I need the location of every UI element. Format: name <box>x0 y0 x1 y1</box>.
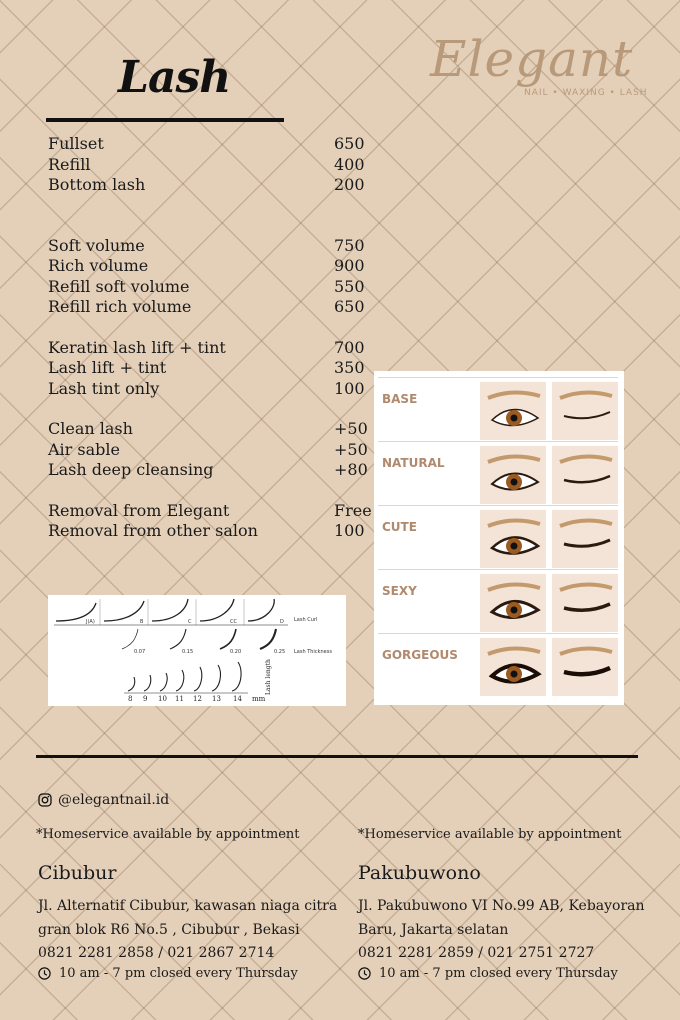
menu-item <box>48 297 368 318</box>
location-city-cibubur: Cibubur <box>38 862 117 884</box>
hours-text: 10 am - 7 pm closed every Thursday <box>59 966 298 981</box>
thickness-label-1: 0.15 <box>182 649 194 655</box>
eye-open-svg <box>480 638 546 696</box>
eye-closed-svg <box>552 574 618 632</box>
thickness-label-2: 0.20 <box>230 649 242 655</box>
item-name: Lash deep cleansing <box>48 460 214 479</box>
eye-open-illustration <box>480 510 546 568</box>
thickness-shapes <box>122 629 276 649</box>
footer-divider <box>36 755 638 758</box>
length-unit: mm <box>252 695 266 703</box>
menu-group-addons <box>48 419 368 481</box>
address-text: Jl. Pakubuwono VI No.99 AB, Kebayoran Baru, Jakarta selatan <box>358 898 645 938</box>
eye-open-illustration <box>480 382 546 440</box>
item-name: Bottom lash <box>48 175 146 194</box>
item-price: 100 <box>334 378 365 398</box>
curl-label-2: C <box>188 619 192 625</box>
curl-title: Lash Curl <box>294 617 318 623</box>
eye-open-svg <box>480 574 546 632</box>
thickness-label-3: 0.25 <box>274 649 286 655</box>
eye-style-label: SEXY <box>382 584 417 598</box>
item-name: Rich volume <box>48 256 149 275</box>
curl-shapes <box>56 599 274 621</box>
item-name: Soft volume <box>48 235 145 255</box>
instagram-icon <box>38 793 52 807</box>
lash-spec-svg <box>48 595 346 706</box>
item-name: Removal from Elegant <box>48 500 230 520</box>
length-label-6: 14 <box>233 695 242 703</box>
menu-item <box>48 155 368 176</box>
menu-item <box>48 500 372 522</box>
eye-style-label: NATURAL <box>382 456 445 470</box>
eye-row-gorgeous <box>378 633 618 696</box>
location-details-cibubur <box>38 895 338 966</box>
title-underline <box>46 118 284 122</box>
logo-script: Elegant <box>430 30 634 88</box>
eye-closed-illustration <box>552 638 618 696</box>
instagram-handle[interactable] <box>38 792 169 808</box>
eye-style-label: GORGEOUS <box>382 648 458 662</box>
opening-hours-pakubuwono <box>358 966 618 981</box>
eye-closed-illustration <box>552 510 618 568</box>
price-list <box>48 134 372 562</box>
thickness-label-0: 0.07 <box>134 649 146 655</box>
item-price: 350 <box>334 358 365 377</box>
eye-style-label: BASE <box>382 392 418 406</box>
menu-group-removal <box>48 500 372 542</box>
menu-item <box>48 236 368 257</box>
phone-text: 0821 2281 2858 / 021 2867 2714 <box>38 945 275 961</box>
item-price: 700 <box>334 337 365 357</box>
eye-closed-svg <box>552 382 618 440</box>
eye-open-svg <box>480 446 546 504</box>
item-name: Keratin lash lift + tint <box>48 337 226 357</box>
item-price: +50 <box>334 439 368 459</box>
length-title: Lash length <box>265 659 272 695</box>
menu-group-classic <box>48 134 368 196</box>
clock-icon <box>358 967 371 980</box>
eye-style-label: CUTE <box>382 520 417 534</box>
item-price: +80 <box>334 460 368 479</box>
item-price: 650 <box>334 134 365 153</box>
instagram-text: @elegantnail.id <box>58 792 170 808</box>
location-city-pakubuwono: Pakubuwono <box>358 862 481 884</box>
menu-item <box>48 521 368 542</box>
spacer <box>48 216 368 236</box>
item-name: Refill <box>48 154 91 174</box>
item-name: Air sable <box>48 439 120 459</box>
menu-item <box>48 440 368 461</box>
item-price: 550 <box>334 276 365 296</box>
eye-open-svg <box>480 510 546 568</box>
item-price: 900 <box>334 256 365 275</box>
item-name: Removal from other salon <box>48 521 258 540</box>
eye-row-cute <box>378 505 618 568</box>
eye-open-illustration <box>480 638 546 696</box>
brand-logo <box>424 30 648 110</box>
eye-style-chart <box>374 371 624 705</box>
clock-icon <box>38 967 51 980</box>
logo-tagline: NAIL • WAXING • LASH <box>524 88 648 98</box>
length-label-5: 13 <box>212 695 221 703</box>
length-label-1: 9 <box>143 695 148 703</box>
item-price: 750 <box>334 235 365 255</box>
item-price: 400 <box>334 154 365 174</box>
item-price: +50 <box>334 419 368 438</box>
item-price: Free <box>334 500 372 520</box>
eye-row-sexy <box>378 569 618 632</box>
eye-open-illustration <box>480 574 546 632</box>
menu-item <box>48 460 368 481</box>
eye-closed-svg <box>552 510 618 568</box>
curl-label-4: D <box>280 619 284 625</box>
homeservice-note-cibubur: *Homeservice available by appointment <box>36 827 300 842</box>
item-name: Clean lash <box>48 419 133 438</box>
eye-open-svg <box>480 382 546 440</box>
hours-text: 10 am - 7 pm closed every Thursday <box>379 966 618 981</box>
menu-item <box>48 379 368 400</box>
menu-item <box>48 338 368 359</box>
curl-label-1: B <box>140 619 144 625</box>
eye-row-base <box>378 377 618 440</box>
lash-spec-diagram <box>48 595 346 706</box>
menu-item <box>48 277 368 298</box>
eye-closed-svg <box>552 638 618 696</box>
opening-hours-cibubur <box>38 966 298 981</box>
curl-label-3: CC <box>230 619 237 625</box>
menu-item <box>48 134 368 155</box>
item-name: Fullset <box>48 134 104 153</box>
item-name: Lash tint only <box>48 378 160 398</box>
location-details-pakubuwono <box>358 895 648 966</box>
eye-open-illustration <box>480 446 546 504</box>
menu-item <box>48 175 368 196</box>
homeservice-note-pakubuwono: *Homeservice available by appointment <box>358 827 622 842</box>
eye-closed-illustration <box>552 382 618 440</box>
item-price: 650 <box>334 297 365 316</box>
page-title: Lash <box>118 52 231 103</box>
item-name: Lash lift + tint <box>48 358 167 377</box>
length-label-0: 8 <box>128 695 133 703</box>
length-labels <box>128 659 272 703</box>
eye-row-natural <box>378 441 618 504</box>
menu-item <box>48 256 368 277</box>
eye-closed-illustration <box>552 446 618 504</box>
curl-label-0: J(A) <box>86 619 95 625</box>
length-label-4: 12 <box>193 695 202 703</box>
item-price: 200 <box>334 175 365 194</box>
item-name: Refill soft volume <box>48 276 190 296</box>
eye-closed-illustration <box>552 574 618 632</box>
length-shapes <box>124 662 248 693</box>
menu-item <box>48 358 368 379</box>
item-name: Refill rich volume <box>48 297 192 316</box>
phone-text: 0821 2281 2859 / 021 2751 2727 <box>358 945 595 961</box>
length-label-3: 11 <box>175 695 184 703</box>
menu-group-volume <box>48 236 368 318</box>
address-text: Jl. Alternatif Cibubur, kawasan niaga citra gran blok R6 No.5 , Cibubur , Bekasi <box>38 898 338 938</box>
thickness-title: Lash Thickness <box>294 649 332 655</box>
menu-group-lift <box>48 338 368 400</box>
item-price: 100 <box>334 521 365 540</box>
length-label-2: 10 <box>158 695 167 703</box>
thickness-labels <box>134 649 332 655</box>
menu-item <box>48 419 368 440</box>
eye-closed-svg <box>552 446 618 504</box>
